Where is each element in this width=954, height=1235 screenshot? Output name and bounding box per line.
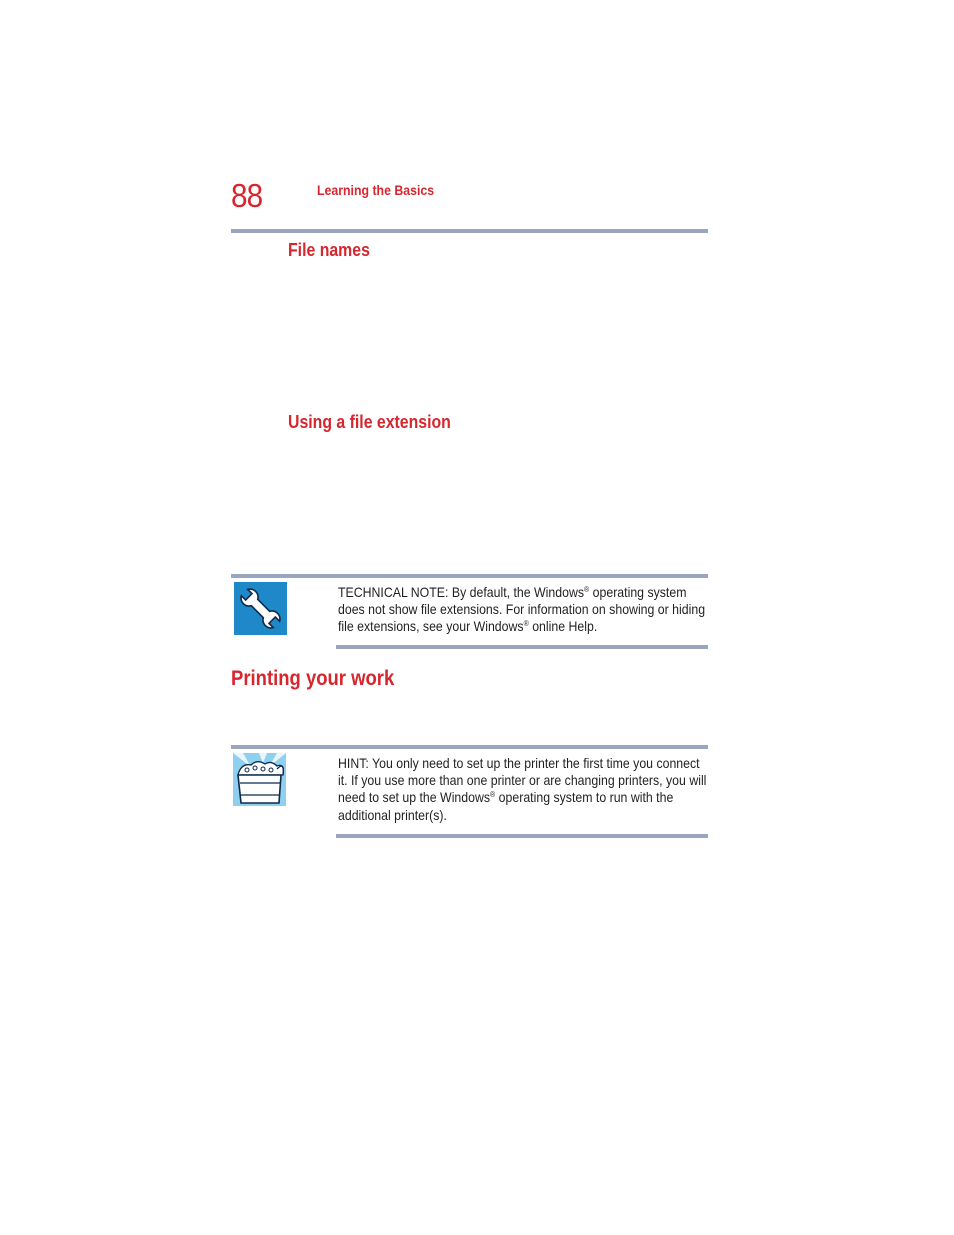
hint-text [338,755,708,824]
technical-note-part1: TECHNICAL NOTE: By default, the Windows [338,584,585,600]
technical-note-bottom-rule [336,645,708,649]
file-extension-heading: Using a file extension [288,412,451,432]
hint-bottom-rule [336,834,708,838]
file-names-heading: File names [288,240,370,260]
hint-part1: HINT: You only need to set up the printer the first time you connect it. If you use more than one printer or are changing printers, you will need to set up the Windows [338,755,707,806]
technical-note-part2: operating system does not show file extensions. For information on showing or hiding file extensions, see your Windows [338,584,706,635]
registered-mark: ® [523,619,529,629]
registered-mark: ® [490,790,496,800]
hint-top-rule [231,745,708,749]
registered-mark: ® [584,585,590,594]
technical-note-top-rule [231,574,708,578]
printing-heading: Printing your work [231,667,395,690]
header-rule [231,229,708,233]
running-head: Learning the Basics [317,182,435,198]
treasure-chest-icon [233,753,286,806]
hint-part2: operating system to run with the additional printer(s). [338,789,674,823]
technical-note-text [338,584,708,636]
technical-note-part3: online Help. [528,618,598,635]
page-number: 88 [231,177,263,214]
wrench-icon [234,582,287,635]
